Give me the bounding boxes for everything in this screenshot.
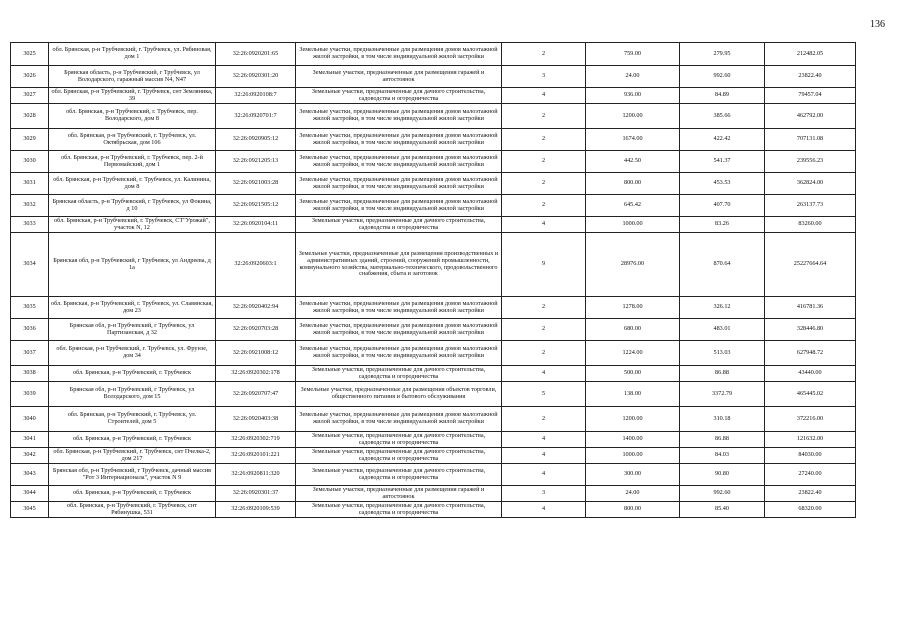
land-use-type-cell: Земельные участки, предназначенные для размещения домов малоэтажной жилой застройки, в том числе индивидуальной жилой застройки	[296, 173, 502, 195]
area-cell: 936.00	[586, 88, 680, 104]
table-row	[11, 88, 856, 104]
address-cell: обл. Брянская, р-н Трубчевский, г. Трубчевск, снт Рябинушка, 531	[49, 502, 216, 518]
table-row	[11, 486, 856, 502]
specific-value-cell: 513.03	[680, 341, 765, 366]
group-code-cell: 4	[502, 366, 586, 382]
address-cell: обл. Брянская, р-н Трубчевский, г. Трубчевск, СТ"Урожай", участок N, 12	[49, 217, 216, 233]
row-number-cell: 3028	[11, 104, 49, 129]
address-cell: обл. Брянская, р-н Трубчевский, г. Трубчевск, ул. Октябрьская, дом 106	[49, 129, 216, 151]
table-row	[11, 341, 856, 366]
area-cell: 1224.00	[586, 341, 680, 366]
group-code-cell: 2	[502, 104, 586, 129]
table-row	[11, 464, 856, 486]
group-code-cell: 3	[502, 66, 586, 88]
area-cell: 1000.00	[586, 448, 680, 464]
cadastral-number-cell: 32:26:0920101:221	[216, 448, 296, 464]
row-number-cell: 3038	[11, 366, 49, 382]
area-cell: 680.00	[586, 319, 680, 341]
cadastral-number-cell: 32:26:0920302:719	[216, 432, 296, 448]
row-number-cell: 3034	[11, 233, 49, 297]
row-number-cell: 3030	[11, 151, 49, 173]
table-row	[11, 195, 856, 217]
cadastral-value-cell: 23822.40	[765, 486, 856, 502]
land-use-type-cell: Земельные участки, предназначенные для размещения домов малоэтажной жилой застройки, в том числе индивидуальной жилой застройки	[296, 341, 502, 366]
area-cell: 1200.00	[586, 407, 680, 432]
cadastral-value-cell: 465445.02	[765, 382, 856, 407]
row-number-cell: 3032	[11, 195, 49, 217]
group-code-cell: 4	[502, 88, 586, 104]
area-cell: 1000.00	[586, 217, 680, 233]
specific-value-cell: 84.03	[680, 448, 765, 464]
cadastral-number-cell: 32:26:0920301:20	[216, 66, 296, 88]
row-number-cell: 3033	[11, 217, 49, 233]
cadastral-number-cell: 32:26:0920703:28	[216, 319, 296, 341]
row-number-cell: 3029	[11, 129, 49, 151]
cadastral-number-cell: 32:26:0921003:28	[216, 173, 296, 195]
cadastral-value-cell: 27240.00	[765, 464, 856, 486]
cadastral-value-cell: 84030.00	[765, 448, 856, 464]
specific-value-cell: 86.88	[680, 366, 765, 382]
table-row	[11, 129, 856, 151]
cadastral-number-cell: 32:26:0920302:178	[216, 366, 296, 382]
cadastral-number-cell: 32:26:0920701:7	[216, 104, 296, 129]
cadastral-value-cell: 25227664.64	[765, 233, 856, 297]
land-use-type-cell: Земельные участки, предназначенные для размещения домов малоэтажной жилой застройки, в том числе индивидуальной жилой застройки	[296, 407, 502, 432]
cadastral-number-cell: 32:26:0920403:38	[216, 407, 296, 432]
specific-value-cell: 453.53	[680, 173, 765, 195]
address-cell: обл. Брянская, р-н Трубчевский, г. Трубчевск, пер. 2-й Первомайский, дом 1	[49, 151, 216, 173]
cadastral-value-cell: 68320.00	[765, 502, 856, 518]
table-row	[11, 104, 856, 129]
land-use-type-cell: Земельные участки, предназначенные для размещения домов малоэтажной жилой застройки, в том числе индивидуальной жилой застройки	[296, 195, 502, 217]
row-number-cell: 3042	[11, 448, 49, 464]
area-cell: 24.00	[586, 486, 680, 502]
area-cell: 1674.00	[586, 129, 680, 151]
land-use-type-cell: Земельные участки, предназначенные для дачного строительства, садоводства и огородничества	[296, 448, 502, 464]
group-code-cell: 2	[502, 297, 586, 319]
row-number-cell: 3040	[11, 407, 49, 432]
specific-value-cell: 86.88	[680, 432, 765, 448]
specific-value-cell: 84.89	[680, 88, 765, 104]
address-cell: обл. Брянская, р-н Трубчевский, г. Трубчевск, ул. Рябиновая, дом 1	[49, 43, 216, 66]
cadastral-number-cell: 32:26:0920811:320	[216, 464, 296, 486]
address-cell: обл. Брянская, р-н Трубчевский, г. Трубчевск, ул. Славянская, дом 23	[49, 297, 216, 319]
address-cell: Брянская обл, р-н Трубчевский, г Трубчевск, дачный массив "Рот 3 Интернационала", участок N 9	[49, 464, 216, 486]
row-number-cell: 3025	[11, 43, 49, 66]
area-cell: 800.00	[586, 173, 680, 195]
cadastral-value-cell: 707131.08	[765, 129, 856, 151]
row-number-cell: 3037	[11, 341, 49, 366]
group-code-cell: 2	[502, 195, 586, 217]
cadastral-value-cell: 23822.40	[765, 66, 856, 88]
specific-value-cell: 992.60	[680, 66, 765, 88]
cadastral-value-cell: 121632.00	[765, 432, 856, 448]
cadastral-number-cell: 32:26:0920201:65	[216, 43, 296, 66]
table-row	[11, 407, 856, 432]
group-code-cell: 5	[502, 382, 586, 407]
table-row	[11, 448, 856, 464]
land-use-type-cell: Земельные участки, предназначенные для размещения домов малоэтажной жилой застройки, в том числе индивидуальной жилой застройки	[296, 43, 502, 66]
area-cell: 138.00	[586, 382, 680, 407]
table-row	[11, 43, 856, 66]
table-row	[11, 217, 856, 233]
cadastral-number-cell: 32:26:0920108:7	[216, 88, 296, 104]
specific-value-cell: 3372.79	[680, 382, 765, 407]
specific-value-cell: 310.18	[680, 407, 765, 432]
specific-value-cell: 407.70	[680, 195, 765, 217]
area-cell: 759.00	[586, 43, 680, 66]
address-cell: обл. Брянская, р-н Трубчевский, г. Трубчевск, снт Пчелка-2, дом 217	[49, 448, 216, 464]
land-use-type-cell: Земельные участки, предназначенные для дачного строительства, садоводства и огородничества	[296, 366, 502, 382]
land-use-type-cell: Земельные участки, предназначенные для размещения объектов торговли, общественного питания и бытового обслуживания	[296, 382, 502, 407]
table-row	[11, 319, 856, 341]
area-cell: 500.00	[586, 366, 680, 382]
area-cell: 800.00	[586, 502, 680, 518]
group-code-cell: 4	[502, 502, 586, 518]
address-cell: Брянская область, р-н Трубчевский, г Трубчевск, ул Володарского, гаражный массив N4, N47	[49, 66, 216, 88]
specific-value-cell: 541.37	[680, 151, 765, 173]
cadastral-value-cell: 462792.00	[765, 104, 856, 129]
address-cell: Брянская обл, р-н Трубчевский, г Трубчевск, ул Володарского, дом 15	[49, 382, 216, 407]
group-code-cell: 4	[502, 464, 586, 486]
land-use-type-cell: Земельные участки, предназначенные для дачного строительства, садоводства и огородничества	[296, 217, 502, 233]
cadastral-number-cell: 32:26:0920402:94	[216, 297, 296, 319]
table-row	[11, 366, 856, 382]
address-cell: обл. Брянская, р-н Трубчевский, г. Трубчевск	[49, 366, 216, 382]
group-code-cell: 2	[502, 341, 586, 366]
group-code-cell: 2	[502, 319, 586, 341]
cadastral-number-cell: 32:26:0921205:13	[216, 151, 296, 173]
land-use-type-cell: Земельные участки, предназначенные для дачного строительства, садоводства и огородничества	[296, 502, 502, 518]
row-number-cell: 3039	[11, 382, 49, 407]
group-code-cell: 2	[502, 43, 586, 66]
row-number-cell: 3044	[11, 486, 49, 502]
group-code-cell: 9	[502, 233, 586, 297]
specific-value-cell: 90.80	[680, 464, 765, 486]
address-cell: Брянская область, р-н Трубчевский, г Трубчевск, ул Фокина, д 10	[49, 195, 216, 217]
table-row	[11, 382, 856, 407]
cadastral-value-cell: 328446.80	[765, 319, 856, 341]
address-cell: Брянская обл, р-н Трубчевский, г Трубчевск, ул Партизанская, д 32	[49, 319, 216, 341]
address-cell: обл. Брянская, р-н Трубчевский, г. Трубчевск, ул. Строителей, дом 5	[49, 407, 216, 432]
table-row	[11, 66, 856, 88]
cadastral-value-cell: 79457.04	[765, 88, 856, 104]
land-use-type-cell: Земельные участки, предназначенные для дачного строительства, садоводства и огородничества	[296, 432, 502, 448]
land-use-type-cell: Земельные участки, предназначенные для размещения домов малоэтажной жилой застройки, в том числе индивидуальной жилой застройки	[296, 319, 502, 341]
cadastral-value-cell: 83260.00	[765, 217, 856, 233]
table-row	[11, 151, 856, 173]
row-number-cell: 3043	[11, 464, 49, 486]
cadastral-value-table	[10, 42, 856, 518]
address-cell: обл. Брянская, р-н Трубчевский, г. Трубчевск, пер. Володарского, дом 8	[49, 104, 216, 129]
cadastral-number-cell: 32:26:0920707:47	[216, 382, 296, 407]
cadastral-value-cell: 212482.05	[765, 43, 856, 66]
cadastral-number-cell: 32:26:0920301:37	[216, 486, 296, 502]
address-cell: Брянская обл, р-н Трубчевский, г Трубчевск, ул Андреева, д 1а	[49, 233, 216, 297]
land-use-type-cell: Земельные участки, предназначенные для дачного строительства, садоводства и огородничества	[296, 464, 502, 486]
land-use-type-cell: Земельные участки, предназначенные для размещения домов малоэтажной жилой застройки, в том числе индивидуальной жилой застройки	[296, 129, 502, 151]
area-cell: 24.00	[586, 66, 680, 88]
address-cell: обл. Брянская, р-н Трубчевский, г. Трубчевск, снт Земляника, 39	[49, 88, 216, 104]
area-cell: 645.42	[586, 195, 680, 217]
land-use-type-cell: Земельные участки, предназначенные для размещения домов малоэтажной жилой застройки, в том числе индивидуальной жилой застройки	[296, 151, 502, 173]
page-number: 136	[870, 19, 885, 30]
area-cell: 1400.00	[586, 432, 680, 448]
row-number-cell: 3035	[11, 297, 49, 319]
specific-value-cell: 326.12	[680, 297, 765, 319]
group-code-cell: 2	[502, 407, 586, 432]
cadastral-value-cell: 627948.72	[765, 341, 856, 366]
cadastral-value-cell: 372216.00	[765, 407, 856, 432]
row-number-cell: 3045	[11, 502, 49, 518]
address-cell: обл. Брянская, р-н Трубчевский, г. Трубчевск, ул. Калинина, дом 8	[49, 173, 216, 195]
cadastral-number-cell: 32:26:0921505:12	[216, 195, 296, 217]
specific-value-cell: 85.40	[680, 502, 765, 518]
specific-value-cell: 870.64	[680, 233, 765, 297]
specific-value-cell: 279.95	[680, 43, 765, 66]
cadastral-value-cell: 362824.00	[765, 173, 856, 195]
table-row	[11, 432, 856, 448]
specific-value-cell: 483.01	[680, 319, 765, 341]
area-cell: 442.50	[586, 151, 680, 173]
table-row	[11, 173, 856, 195]
specific-value-cell: 83.26	[680, 217, 765, 233]
row-number-cell: 3041	[11, 432, 49, 448]
cadastral-value-cell: 416781.36	[765, 297, 856, 319]
row-number-cell: 3027	[11, 88, 49, 104]
row-number-cell: 3026	[11, 66, 49, 88]
cadastral-value-cell: 263137.73	[765, 195, 856, 217]
group-code-cell: 2	[502, 151, 586, 173]
cadastral-value-cell: 43440.00	[765, 366, 856, 382]
group-code-cell: 4	[502, 448, 586, 464]
table-row	[11, 233, 856, 297]
group-code-cell: 3	[502, 486, 586, 502]
group-code-cell: 4	[502, 432, 586, 448]
group-code-cell: 2	[502, 173, 586, 195]
area-cell: 300.00	[586, 464, 680, 486]
land-use-type-cell: Земельные участки, предназначенные для размещения гаражей и автостоянок	[296, 66, 502, 88]
cadastral-number-cell: 32:26:0920603:1	[216, 233, 296, 297]
specific-value-cell: 385.66	[680, 104, 765, 129]
land-use-type-cell: Земельные участки, предназначенные для размещения домов малоэтажной жилой застройки, в том числе индивидуальной жилой застройки	[296, 104, 502, 129]
land-use-type-cell: Земельные участки, предназначенные для размещения домов малоэтажной жилой застройки, в том числе индивидуальной жилой застройки	[296, 297, 502, 319]
address-cell: обл. Брянская, р-н Трубчевский, г. Трубчевск	[49, 486, 216, 502]
cadastral-value-cell: 239556.23	[765, 151, 856, 173]
specific-value-cell: 422.42	[680, 129, 765, 151]
cadastral-number-cell: 32:26:0920104:11	[216, 217, 296, 233]
cadastral-number-cell: 32:26:0921008:12	[216, 341, 296, 366]
cadastral-number-cell: 32:26:0920905:12	[216, 129, 296, 151]
row-number-cell: 3036	[11, 319, 49, 341]
row-number-cell: 3031	[11, 173, 49, 195]
land-use-type-cell: Земельные участки, предназначенные для размещения производственных и административных зданий, строений, сооружений промышленности, коммунального хозяйства, материально-технического, продовольственного снабжения, сбыта и заготовок	[296, 233, 502, 297]
land-use-type-cell: Земельные участки, предназначенные для дачного строительства, садоводства и огородничества	[296, 88, 502, 104]
land-use-type-cell: Земельные участки, предназначенные для размещения гаражей и автостоянок	[296, 486, 502, 502]
area-cell: 28976.00	[586, 233, 680, 297]
area-cell: 1200.00	[586, 104, 680, 129]
address-cell: обл. Брянская, р-н Трубчевский, г. Трубчевск, ул. Фрунзе, дом 34	[49, 341, 216, 366]
address-cell: обл. Брянская, р-н Трубчевский, г. Трубчевск	[49, 432, 216, 448]
table-row	[11, 502, 856, 518]
group-code-cell: 2	[502, 129, 586, 151]
cadastral-number-cell: 32:26:0920109:539	[216, 502, 296, 518]
group-code-cell: 4	[502, 217, 586, 233]
area-cell: 1278.00	[586, 297, 680, 319]
table-row	[11, 297, 856, 319]
specific-value-cell: 992.60	[680, 486, 765, 502]
